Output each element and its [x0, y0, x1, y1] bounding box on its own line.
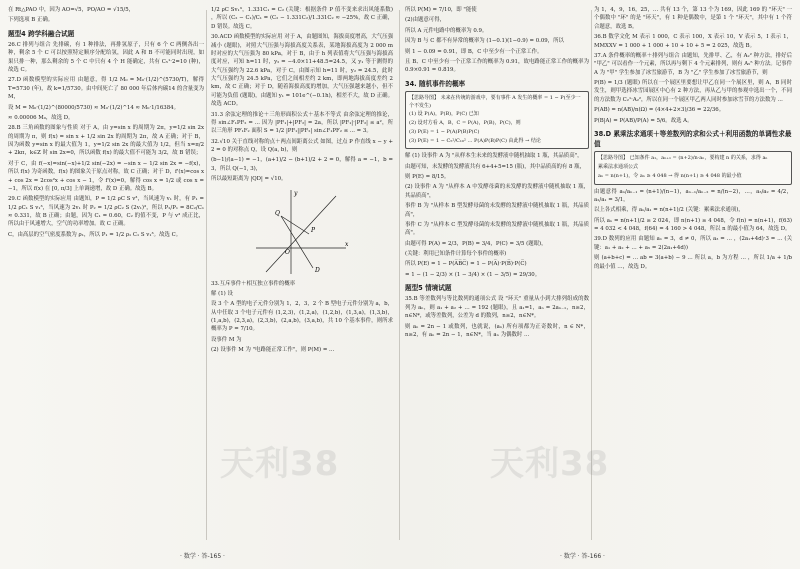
solution-paragraph: (2) 设事件 A 为 "从样本 A 中发酵母菌的未发酵的发酵液中随机抽取 1 瓶，其品质高"， — [405, 184, 589, 199]
thinking-map-line: (2) 设对方看 A，B，C = P(A)，P(B)，P(C)，则 — [409, 120, 521, 127]
solution-paragraph: 26.C 排列与组合 先排碳，有 1 种排法，再排氢原子，只有 6 个 C 两侧各出一种，剩余 5 个 C 可以按照特定顺序分配给氢，因此 A 和 B 不可能同时出现，如果只排一种，那么剩余的 5 个 C 中只有 4 个 H 能确定，共有 C₅¹·2=10 (种)，故选 C。 — [8, 41, 204, 74]
solution-paragraph: 32.√10 关于直线对称的点＋两点间距离公式 如图，过点 P 作直线 x − y + 2 = 0 的对称点 Q，设 Q(a, b)，则 — [211, 138, 393, 153]
solution-paragraph: 以上各式相乘，得 aₙ/a₁ = n(n+1)/2 (关键：累乘法求通项)， — [594, 207, 744, 214]
page-number-left: · 数学 · 答-165 · — [180, 553, 225, 560]
solution-paragraph: 所以 aₙ = n(n+1)/2 ≥ 2 024，即 n(n+1) ≥ 4 048，令 f(n) = n(n+1)，f(63) = 4 032 < 4 048，f(64) = 4 160 > 4 048，所以 n 的最小值为 64，故选 D。 — [594, 217, 792, 233]
solution-paragraph: 39.D 数列的应用 由题知 a₁ = 3，d ≠ 0，所以 a₃ = … ，(2a₁+4d)·3 = … (关键：a₁ + a₂ + … + a₅ = 2(2a₁+4d)) — [594, 236, 792, 251]
solution-paragraph: 所以 A 元件电路中的概率为 0.9。 — [405, 27, 488, 34]
solution-paragraph: 且 B、C 中至少有一个正常工作的概率为 0.91，故电路能正常工作的概率为 0.9×0.91 = 0.819。 — [405, 58, 589, 74]
thinking-map-line: 【思路导图】 已知条件 a₁，aₙ₊₁ = (n+2)/n·aₙ，要构建 n 的关系，求得 aₙ — [598, 155, 768, 162]
watermark-right: 天利38 — [490, 444, 610, 484]
thinking-map-line: (3) P(E) = 1 − C₅²/C₁₀² … P(A)P(B)P(C) 由此得 → 结论 — [409, 137, 541, 144]
segment-pq — [281, 216, 309, 234]
solution-paragraph: 在 Rt△PAO 中，因为 AO=√5，PO/AO = √15/5， — [8, 7, 135, 13]
column-4 — [594, 6, 792, 544]
solution-paragraph: 29.C 函数模型的实际应用 由题知，P = 1/2 ρC S v³，当风速为 v₁ 时，有 P₁ = 1/2 ρC₁ S v₁³，当风速为 2v₁ 时 P₂ = 1/2 ρC₂ S (2v₁)³，所以 P₂/P₁ = 8C₂/C₁ ≈ 0.331，故 B 正确；由题，因为 C₁ = 0.60，C₂ 的值不变，P 与 v³ 成正比，所以由于风速增大，空气的功率增加。故 C 正确。 — [8, 196, 204, 228]
point-p-label: P — [311, 226, 316, 234]
solution-paragraph: 设 3 个 A 型的电子元件分别为 1，2，3，2 个 B 型电子元件分别为 a，b，从中任取 3 个电子元件有 (1,2,3)，(1,2,a)，(1,2,b)，(1,3,a)，(1,3,b)，(1,a,b)，(2,3,a)，(2,3,b)，(2,a,b)，(3,a,b)，共 10 个基本事件，则所求概率为 P = 7/10。 — [211, 301, 393, 333]
solution-paragraph: 所以最短距离为 |QD| = √10。 — [211, 176, 287, 183]
solution-paragraph: 由题意得 aₙ/aₙ₋₁ = (n+1)/(n−1)，aₙ₋₁/aₙ₋₂ = n/(n−2)，…，a₃/a₂ = 4/2，a₂/a₁ = 3/1， — [594, 188, 792, 203]
solution-paragraph: 对于 C，由 f(−x)=sin(−x)+1/2 sin(−2x) = −sin x − 1/2 sin 2x = −f(x)，所以 f(x) 为奇函数，f(x) 的图象关于原点对称，故 C 正确；对于 D，f'(x)=cos x + cos 2x = 2cos²x + cos x − 1，令 f'(x)=0，解得 cos x = 1/2 或 cos x = −1，所以 f(x) 在 [0, π/3] 上单调递增，故 D 正确。故选 B。 — [8, 160, 204, 192]
solution-paragraph: 27.D 函数模型的实际应用 由题意，得 1/2 M₀ = M₀·(1/2)^(5730/T)，解得 T=5730 (年)，故 k=1/5730。由中间死亡了 80 000 年后体内碳14 的含量变为 M， — [8, 77, 204, 101]
solution-paragraph: 所以 P(E) = 1 − P(A̅B̅C̅) = 1 − P(A̅)·P(B̅)·P(C̅) — [405, 261, 527, 268]
solution-paragraph: 所以 P(M) = 7/10，即 "能使 — [405, 7, 477, 13]
solution-paragraph: 下列选项 B 正确。 — [8, 17, 54, 24]
column-1 — [8, 6, 204, 544]
solution-paragraph: (2)由题意可得， — [405, 17, 445, 24]
solution-paragraph: (关键：利用已知条件计算每个事件的概率) — [405, 251, 507, 258]
point-d-label: D — [315, 266, 320, 274]
solution-paragraph: P(B) = 1/3 (题眼) 所以在一个展区里要想让甲乙在同一个展区里，则 A，B 同时发生，则甲选择冰雪园展区中心有 2 种方法，再从乙与甲的参观中选出一个，不同的方法数为 C₂¹·A₂²，所以在同一个展区甲乙两人同时参加冰雪节的方法数为 … — [594, 80, 792, 103]
solution-paragraph: 则 1 − 0.09 = 0.91，即 B，C 中至少有一个正常工作。 — [405, 48, 543, 55]
solution-paragraph: 由题可知，未发酵的发酵液共有 6+4+5=15 (瓶)，其中品质高的有 8 瓶， — [405, 163, 585, 170]
thinking-map-line: (1) 设 P(A)，P(B)，P(C) 已知 — [409, 111, 479, 118]
mirror-line — [266, 196, 336, 272]
solution-paragraph: 则 aₙ = 2n − 1 或数列，也就说，(aₙ) 所有项都为正奇数时，n ∈ N*，n≥2，有 aₙ = 2n − 1，n∈N*，当 aₙ 为偶数时 … — [405, 323, 589, 338]
solution-paragraph: 28.B 三角函数的图象与性质 对于 A，由 y=sin x 的周期为 2π，y=1/2 sin 2x 的周期为 π，则 f(x) = sin x + 1/2 sin 2x 的周期为 2π，故 A 正确；对于 B，因为函数 y=sin x 的最大值为 1，y=1/2 sin 2x 的最大值为 1/2，但当 x=π/2 + 2kπ，k∈Z 时 sin 2x=0，所以函数 f(x) 的最大值不可能为 3/2，故 B 错误； — [8, 125, 204, 157]
thinking-map-box — [594, 151, 792, 184]
solution-paragraph: C，由高层的空气密度系数为 ρ₁，所以 P₁ = 1/2 ρ₁ C₁ S v₁³。故选 C。 — [8, 231, 182, 238]
solution-paragraph: 设 M = M₀·(1/2)^(80000/5730) ≈ M₀·(1/2)^14 ≈ M₀·1/16384。 — [8, 104, 179, 111]
column-divider — [206, 10, 207, 540]
x-axis-label: x — [345, 240, 349, 248]
solution-paragraph: 36.B 数学文化 M 表示 1 000，C 表示 100，X 表示 10，V 表示 5，I 表示 1，MMXXV = 1 000 + 1 000 + 10 + 10 + 5 = 2 025，故选 B。 — [594, 34, 792, 49]
thinking-map-line: 累乘法求通项公式 — [598, 164, 639, 171]
solution-paragraph: 则 (a+b+c) = … ab = 3(a+b) − 9 … 所以 a，b 为方程 … ，所以 1/a + 1/b 的最小值 …，故选 D。 — [594, 255, 792, 270]
coordinate-figure — [251, 186, 351, 278]
solution-paragraph: 由题可得 P(A) = 2/3，P(B) = 3/4，P(C) = 3/5 (题眼)， — [405, 240, 547, 247]
watermark-left: 天利38 — [220, 444, 340, 484]
column-divider — [399, 10, 400, 540]
segment-qd — [281, 216, 313, 268]
thinking-map-box — [405, 91, 589, 150]
solution-paragraph: 37.A 条件概率的概率＋排列与组合 由题知，先排甲、乙，有 A₂² 种方法，排好后 "甲乙" 可以看作一个元素，所以再与剩下 4 个元素排列，则有 A₅⁵ 种方法。记事件 A 为 "甲" 学生参加了冰雪旅游节，B 为 "乙" 学生参加了冰雪旅游节，则 — [594, 52, 792, 76]
solution-paragraph: (b−1)/(a−1) = −1，(a+1)/2 − (b+1)/2 + 2 = 0，解得 a = −1，b = 3，所以 Q(−1, 3)， — [211, 157, 393, 172]
thinking-map-line: 【思路导图】 未来在传统的游戏中，要有事件 A 发生的概率 = 1 − P(至少一个不发生) — [409, 94, 581, 109]
solution-paragraph: P(B|A) = P(AB)/P(A) = 5/6。故选 A。 — [594, 117, 693, 124]
section-heading: 题型5 情境试题 — [405, 284, 452, 293]
page-number-right: · 数学 · 答-166 · — [560, 553, 605, 560]
solution-paragraph: 设事件 M 为 — [211, 336, 242, 343]
section-heading: 34. 随机事件的概率 — [405, 79, 466, 88]
solution-paragraph: 事件 C 为 "从样本 C 型发酵母菌的未发酵的发酵液中随机抽取 1 瓶，其品质高"。 — [405, 221, 589, 237]
solution-paragraph: (2) 设事件 M 为 "电路能正常工作"，则 P(M) = ... — [211, 347, 335, 354]
solution-paragraph: 事件 B 为 "从样本 B 型发酵母菌的未发酵的发酵液中随机抽取 1 瓶，其品质高"， — [405, 203, 589, 218]
thinking-map-line: aₙ = n(n+1)，令 aₙ ≥ 4 048 → 得 n(n+1) ≥ 4 048 的最小值 — [598, 172, 742, 179]
solution-paragraph: 则 P(E) = 8/15。 — [405, 174, 450, 181]
point-q-label: Q — [275, 209, 280, 217]
solution-paragraph: 33.互斥事件＋相互独立事件的概率 — [211, 280, 296, 287]
solution-paragraph: ≈ 0.00006 M₀，故选 D。 — [8, 114, 74, 121]
y-axis-label: y — [294, 189, 298, 197]
solution-paragraph: 31.3 余弦定理的推论＋三角形面积公式＋基本不等式 由余弦定理的推论，得 sin∠F₁PF₂ = ... 因为 |PF₁|+|PF₂| = 2a，所以 |PF₁|·|PF₂| ≤ a²，所以三角形 PF₁F₂ 面积 S = 1/2 |PF₁||PF₂| sin∠F₁PF₂ ≤ ... = 3。 — [211, 111, 393, 135]
coordinate-diagram — [251, 186, 351, 278]
section-heading: 题型4 跨学科融合试题 — [8, 29, 75, 38]
solution-paragraph: 解 (1) 设 — [211, 290, 233, 297]
thinking-map-line: (3) P(E) = 1 − P(A)P(B)P(C) — [409, 128, 480, 135]
solution-paragraph: 为 1，4，9，16，25，… 共有 13 个，第 13 个为 169，因此 169 的 "环天" 一个偶数中 "环" 的是 "环天"，有 1 种是偶数中，是第 1 个 "环天"，其中有 1 个符合题意，故选 B。 — [594, 7, 792, 30]
solution-paragraph: 解 (1) 设事件 A 为 "从样本生未来的发酵液中随机抽取 1 瓶，其品质高"， — [405, 153, 583, 160]
solution-paragraph: 30.ACD 函数模型的实际应用 对于 A，由题图知，海拔高度增高，大气压强减小 (题眼)，对照大气压强与海拔高度关系表，某地海拔高度为 2 000 m 时对应的大气压强为 80 kPa，对于 B，由于 h 列表值将大气压强与海拔高度对应，可知 h=11 时，y₂ = −4.0×11+48.5=24.5，又 y₁ 等于测得的大气压强约为 22.6 kPa，对于 C，由图示知 h=11 时，y₂ = 24.5，此时大气压强约为 24.5 kPa，它们之间相差约 2 km，即两地海拔高度差约 2 km，故 C 正确；对于 D，随着海拔高度的增加，大气压强越来越小，但不可能为负值 (题眼)，由题知 y₁ = 101e^(−0.1h)，相差不大，故 D 正确。故选 ACD。 — [211, 34, 393, 108]
section-heading: 38.D 累乘法求通项＋等差数列的求和公式＋利用函数的单调性求最值 — [594, 129, 792, 149]
solution-paragraph: 1/2 ρC Sv₁³，1.331C₁ = C₂ (关键：根据条件 P 值不变来求出风能系数) ，所以 (C₂ − C₁)/C₁ = (C₂ − 1.331C₂)/1.331C₂ ≈ −25%，故 C 正确，D 错误。故选 C。 — [211, 7, 393, 30]
solution-paragraph: 因为 B 与 C 都不有异常的概率为 (1−0.1)(1−0.9) = 0.09，所以 — [405, 38, 564, 45]
origin-label: O — [285, 248, 290, 256]
solution-paragraph: = 1 − (1 − 2/3) × (1 − 3/4) × (1 − 3/5) = 29/30。 — [405, 271, 541, 278]
solution-paragraph: P(AB) = n(AB)/n(Ω) = (4×4+2×3)/36 = 22/36。 — [594, 107, 725, 114]
solution-paragraph: 35.B 等差数列与等比数列的通项公式 设 "环天" 重量从小到大排列组成的数列为 aₙ，则 a₁ + a₂ + … = 192 (题眼)，且 a₁=1，aₙ = 2aₙ₋₁，n≥2，n∈N*，或等差数列，公差为 d 的数列，n≥2，n∈N*。 — [405, 296, 589, 320]
